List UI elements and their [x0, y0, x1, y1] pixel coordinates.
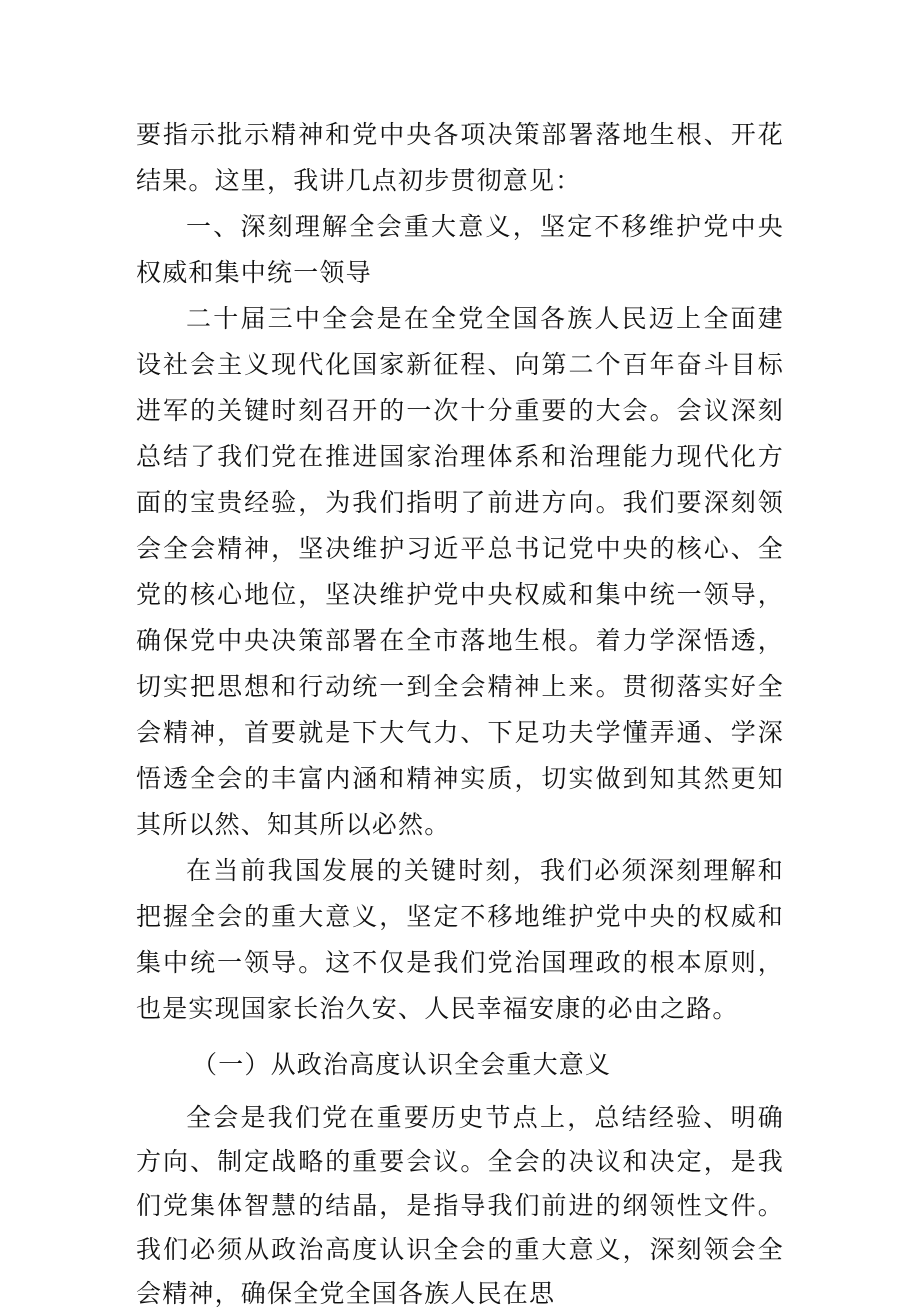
- section-heading-1: 一、深刻理解全会重大意义，坚定不移维护党中央权威和集中统一领导: [136, 212, 784, 287]
- paragraph-intro: 要指示批示精神和党中央各项决策部署落地生根、开花结果。这里，我讲几点初步贯彻意见：: [136, 120, 784, 195]
- document-body: [136, 112, 784, 1316]
- paragraph-critical-moment: 在当前我国发展的关键时刻，我们必须深刻理解和把握全会的重大意义，坚定不移地维护党中央的权威和集中统一领导。这不仅是我们党治国理政的根本原则，也是实现国家长治久安、人民幸福安康的必由之路。: [136, 856, 784, 1023]
- paragraph-political-height: 全会是我们党在重要历史节点上，总结经验、明确方向、制定战略的重要会议。全会的决议和决定，是我们党集体智慧的结晶，是指导我们前进的纲领性文件。我们必须从政治高度认识全会的重大意义，深刻领会全会精神，确保全党全国各族人民在思: [136, 1103, 784, 1308]
- subsection-heading-1: （一）从政治高度认识全会重大意义: [192, 1050, 612, 1079]
- paragraph-plenum-significance: 二十届三中全会是在全党全国各族人民迈上全面建设社会主义现代化国家新征程、向第二个百年奋斗目标进军的关键时刻召开的一次十分重要的大会。会议深刻总结了我们党在推进国家治理体系和治理能力现代化方面的宝贵经验，为我们指明了前进方向。我们要深刻领会全会精神，坚决维护习近平总书记党中央的核心、全党的核心地位，坚决维护党中央权威和集中统一领导，确保党中央决策部署在全市落地生根。着力学深悟透，切实把思想和行动统一到全会精神上来。贯彻落实好全会精神，首要就是下大气力、下足功夫学懂弄通、学深悟透全会的丰富内涵和精神实质，切实做到知其然更知其所以然、知其所以必然。: [136, 304, 784, 839]
